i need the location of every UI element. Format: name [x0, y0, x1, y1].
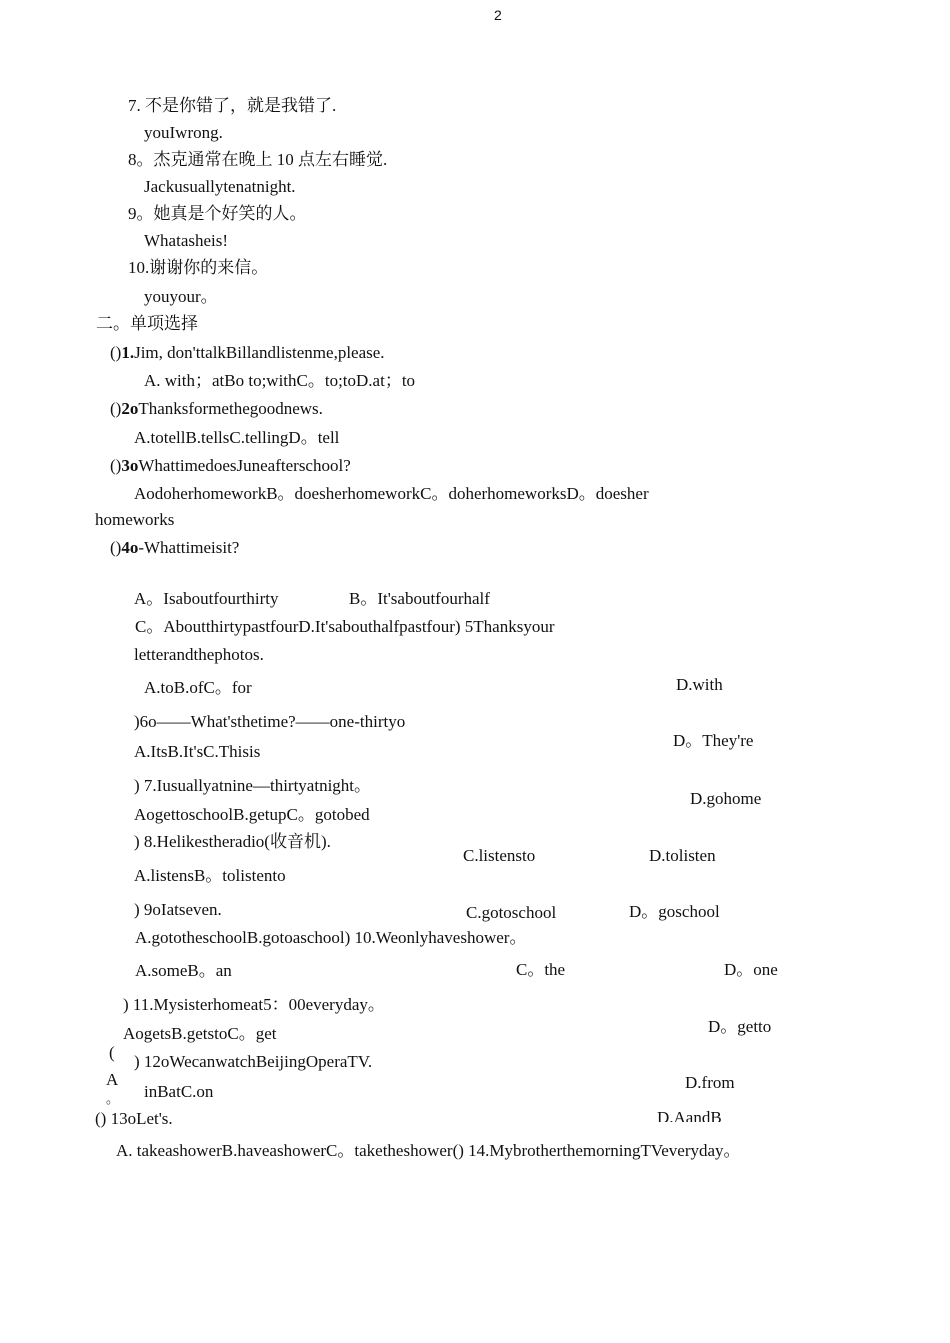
question-6-stem: )6o——What'sthetime?——one-thirtyo: [134, 712, 406, 731]
translation-item-8-en: Jackusuallytenatnight.: [144, 177, 296, 196]
translation-item-10-en: youyour。: [144, 287, 218, 306]
question-9-stem: ) 9oIatseven.: [134, 900, 222, 919]
question-12-dot: 。: [106, 1091, 120, 1106]
question-6-options: A.ItsB.It'sC.Thisis: [134, 742, 261, 761]
question-5-option-d: D.with: [676, 675, 723, 694]
question-9-option-c: C.gotoschool: [466, 903, 557, 922]
translation-item-10-cn: 10.谢谢你的来信。: [128, 258, 269, 277]
translation-item-7-en: youIwrong.: [144, 123, 223, 142]
question-8-option-d: D.tolisten: [649, 846, 716, 865]
question-6-option-d: D。They're: [673, 731, 754, 750]
question-7-options: AogettoschoolB.getupC。gotobed: [134, 805, 370, 824]
question-3-stem: ()3oWhattimedoesJuneafterschool?: [110, 456, 351, 475]
question-12-label-a: A: [106, 1070, 119, 1089]
question-5-options: A.toB.ofC。for: [144, 678, 252, 697]
question-7-stem: ) 7.Iusuallyatnine—thirtyatnight。: [134, 776, 372, 795]
question-1-stem: ()1.Jim, don'ttalkBillandlistenme,please.: [110, 343, 385, 362]
question-4-options-cd: C。AboutthirtypastfourD.It'sabouthalfpastfour) 5Thanksyour: [135, 617, 555, 636]
question-11-option-d: D。getto: [708, 1017, 772, 1036]
translation-item-8-cn: 8。杰克通常在晚上 10 点左右睡觉.: [128, 150, 388, 169]
question-8-stem: ) 8.Helikestheradio(收音机).: [134, 832, 331, 851]
question-13-stem: () 13oLet's.: [95, 1109, 173, 1128]
question-8-option-c: C.listensto: [463, 846, 536, 865]
translation-item-9-en: Whatasheis!: [144, 231, 229, 250]
question-12-options: inBatC.on: [144, 1082, 214, 1101]
question-2-stem: ()2oThanksformethegoodnews.: [110, 399, 323, 418]
section-title: 二。单项选择: [96, 314, 198, 333]
question-12-option-d: D.from: [685, 1073, 735, 1092]
question-7-option-d: D.gohome: [690, 789, 762, 808]
question-9-options: A.gototheschoolB.gotoaschool) 10.Weonlyhaveshower。: [135, 928, 527, 947]
translation-item-9-cn: 9。她真是个好笑的人。: [128, 204, 307, 223]
question-13-option-d: D.AandB: [657, 1108, 722, 1122]
question-11-stem: ) 11.Mysisterhomeat5：00everyday。: [123, 995, 385, 1014]
question-13-options-and-question-14: A. takeashowerB.haveashowerC。taketheshower() 14.MybrotherthemorningTVeveryday。: [116, 1141, 741, 1160]
question-10-option-d: D。one: [724, 960, 778, 979]
question-2-options: A.totellB.tellsC.tellingD。tell: [134, 428, 340, 447]
question-10-option-c: C。the: [516, 960, 566, 979]
question-12-paren: (: [109, 1043, 115, 1062]
translation-item-7-cn: 7. 不是你错了，就是我错了.: [128, 96, 337, 115]
question-11-options: AogetsB.getstoC。get: [123, 1024, 277, 1043]
question-3-options: AodoherhomeworkB。doesherhomeworkC。doherhomeworksD。doesher: [134, 484, 649, 503]
question-1-options: A. with；atBo to;withC。to;toD.at；to: [144, 371, 416, 390]
question-4-option-b: B。It'saboutfourhalf: [349, 589, 490, 608]
question-12-stem: ) 12oWecanwatchBeijingOperaTV.: [134, 1052, 373, 1071]
question-4-stem: ()4o-Whattimeisit?: [110, 538, 240, 557]
question-8-options: A.listensB。tolistento: [134, 866, 286, 885]
question-10-options: A.someB。an: [135, 961, 232, 980]
question-5-stem-cont: letterandthephotos.: [134, 645, 264, 664]
page-number: 2: [494, 7, 502, 23]
question-3-options-cont: homeworks: [95, 510, 175, 529]
question-9-option-d: D。goschool: [629, 902, 720, 921]
question-4-option-a: A。Isaboutfourthirty: [134, 589, 279, 608]
